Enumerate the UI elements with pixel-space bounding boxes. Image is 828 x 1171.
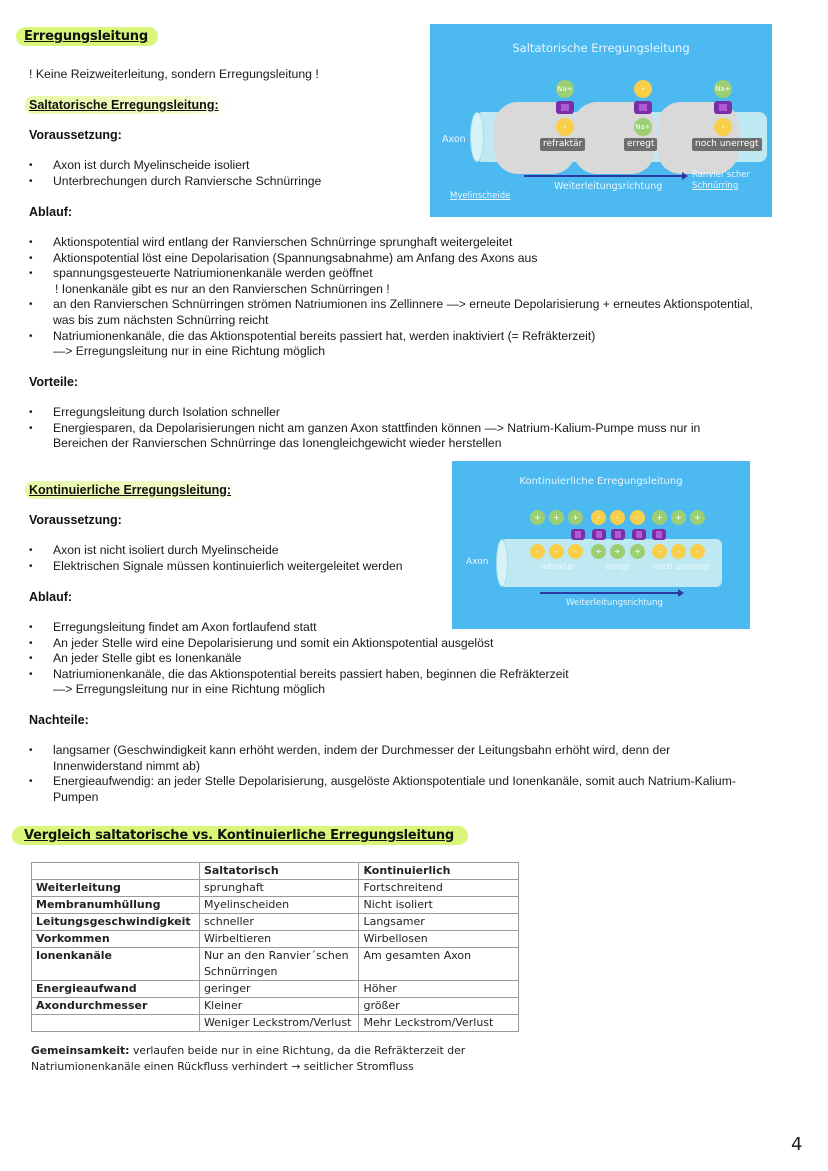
negative-ion: - (690, 544, 705, 559)
negative-ion: - (630, 510, 645, 525)
saltatorisch-ablauf-list (29, 235, 819, 360)
state-label-erregt: erregt (605, 562, 630, 571)
state-label-unerregt: noch unerregt (653, 562, 710, 571)
list-item: • Energieaufwendig: an jeder Stelle Depolarisierung, ausgelöste Aktionspotentiale und Ionenkanäle, somit auch Natrium-Kalium- (29, 774, 819, 790)
table-cell: Höher (359, 981, 519, 998)
list-item: • an den Ranvierschen Schnürringen strömen Natriumionen ins Zellinnere —> erneute Depolarisierung + erneutes Aktionspotential, (29, 297, 819, 313)
saltatorisch-heading: Saltatorische Erregungsleitung: (25, 96, 229, 114)
direction-label: Weiterleitungsrichtung (554, 181, 663, 192)
table-row (32, 914, 519, 931)
ion-channel-icon (632, 529, 646, 540)
negative-ion: - (556, 118, 574, 136)
negative-ion: - (652, 544, 667, 559)
list-item: • spannungsgesteuerte Natriumionenkanäle werden geöffnet (29, 266, 819, 282)
gemeinsamkeit-text-2: Natriumionenkanäle einen Rückfluss verhindert → seitlicher Stromfluss (31, 1060, 414, 1073)
table-cell: Fortschreitend (359, 880, 519, 897)
saltatorisch-vorteile-list (29, 405, 819, 452)
positive-ion: + (591, 544, 606, 559)
table-cell: Mehr Leckstrom/Verlust (359, 1015, 519, 1032)
table-cell: Wirbellosen (359, 931, 519, 948)
list-item: • Erregungsleitung findet am Axon fortlaufend statt (29, 620, 729, 636)
diagram-title: Kontinuierliche Erregungsleitung (519, 476, 683, 487)
intro-note: ! Keine Reizweiterleitung, sondern Erregungsleitung ! (29, 67, 319, 81)
table-cell: Myelinscheiden (199, 897, 359, 914)
table-cell: Kleiner (199, 998, 359, 1015)
saltatorisch-voraussetzung-list (29, 158, 409, 189)
negative-ion: - (610, 510, 625, 525)
gemeinsamkeit-note (31, 1043, 531, 1075)
state-label-refraktaer: refraktär (540, 562, 576, 571)
kontinuierlich-voraussetzung-heading: Voraussetzung: (29, 513, 122, 527)
axon-label: Axon (466, 557, 489, 567)
row-header: Leitungsgeschwindigkeit (32, 914, 200, 931)
positive-ion: + (671, 510, 686, 525)
list-item-continuation: Bereichen der Ranvierschen Schnürringe das Ionengleichgewicht wieder herstellen (53, 436, 502, 451)
arrow-head-icon (678, 589, 684, 597)
positive-ion: + (549, 510, 564, 525)
list-item: • Axon ist durch Myelinscheide isoliert (29, 158, 409, 174)
table-row (32, 981, 519, 998)
list-item-continuation: —> Erregungsleitung nur in eine Richtung möglich (53, 682, 326, 697)
vergleich-heading: Vergleich saltatorische vs. Kontinuierliche Erregungsleitung (12, 826, 468, 845)
table-header-cell (32, 863, 200, 880)
list-item-continuation: Innenwiderstand nimmt ab) (53, 758, 200, 773)
positive-ion: + (630, 544, 645, 559)
list-item: • An jeder Stelle wird eine Depolarisierung und somit ein Aktionspotential ausgelöst (29, 636, 729, 652)
list-item-continuation: was bis zum nächsten Schnürring reicht (53, 312, 269, 327)
ranvier-label: Ranvier'scher Schnürring (692, 170, 750, 191)
table-cell: Nicht isoliert (359, 897, 519, 914)
kontinuierlich-nachteile-list (29, 743, 819, 805)
table-cell: schneller (199, 914, 359, 931)
ion-channel-icon (592, 529, 606, 540)
table-row (32, 897, 519, 914)
table-row (32, 880, 519, 897)
negative-ion: - (568, 544, 583, 559)
row-header: Energieaufwand (32, 981, 200, 998)
table-cell: größer (359, 998, 519, 1015)
table-cell: Nur an den Ranvier´schen Schnürringen (199, 948, 359, 981)
table-header-cell: Kontinuierlich (359, 863, 519, 880)
list-item: • Erregungsleitung durch Isolation schneller (29, 405, 819, 421)
state-label-erregt: erregt (624, 138, 657, 151)
negative-ion: - (549, 544, 564, 559)
direction-arrow (524, 175, 684, 177)
state-label-unerregt: noch unerregt (692, 138, 762, 151)
state-label-refraktaer: refraktär (540, 138, 585, 151)
list-note: ! Ionenkanäle gibt es nur an den Ranvierschen Schnürringen ! (55, 281, 390, 296)
table-cell: Weniger Leckstrom/Verlust (199, 1015, 359, 1032)
table-header-row (32, 863, 519, 880)
list-item: • Axon ist nicht isoliert durch Myelinscheide (29, 543, 449, 559)
ion-channel-icon (556, 101, 574, 114)
table-row (32, 948, 519, 981)
positive-ion: + (568, 510, 583, 525)
list-item: • Unterbrechungen durch Ranviersche Schnürringe (29, 174, 409, 190)
axon-end (470, 112, 484, 162)
direction-label: Weiterleitungsrichtung (566, 598, 663, 608)
sodium-ion: Na+ (714, 80, 732, 98)
table-cell: Am gesamten Axon (359, 948, 519, 981)
list-item-continuation: Pumpen (53, 789, 99, 804)
kontinuierlich-ablauf-heading: Ablauf: (29, 590, 73, 604)
axon-end (496, 539, 508, 587)
row-header: Vorkommen (32, 931, 200, 948)
list-item: • Natriumionenkanäle, die das Aktionspotential bereits passiert haben, beginnen die Refräkterzeit (29, 667, 729, 683)
positive-ion: + (530, 510, 545, 525)
comparison-table (31, 862, 519, 1032)
row-header: Membranumhüllung (32, 897, 200, 914)
positive-ion: + (652, 510, 667, 525)
axon-label: Axon (442, 134, 466, 145)
kontinuierlich-nachteile-heading: Nachteile: (29, 713, 89, 727)
ion-channel-icon (714, 101, 732, 114)
list-item: • An jeder Stelle gibt es Ionenkanäle (29, 651, 729, 667)
negative-ion: - (671, 544, 686, 559)
saltatorisch-ablauf-heading: Ablauf: (29, 205, 73, 219)
row-header: Axondurchmesser (32, 998, 200, 1015)
myelin-label: Myelinscheide (450, 191, 511, 201)
ion-channel-icon (571, 529, 585, 540)
row-header: Ionenkanäle (32, 948, 200, 981)
table-row (32, 931, 519, 948)
saltatorisch-vorteile-heading: Vorteile: (29, 375, 79, 389)
kontinuierlich-voraussetzung-list (29, 543, 449, 574)
gemeinsamkeit-text: verlaufen beide nur in eine Richtung, da die Refräkterzeit der (129, 1044, 466, 1057)
table-row (32, 998, 519, 1015)
kontinuierlich-ablauf-list (29, 620, 729, 698)
list-item: • Energiesparen, da Depolarisierungen nicht am ganzen Axon stattfinden können —> Natrium-Kalium-Pumpe muss nur in (29, 421, 819, 437)
positive-ion: + (690, 510, 705, 525)
page-title: Erregungsleitung (16, 27, 158, 46)
diagram-title: Saltatorische Erregungsleitung (512, 41, 690, 55)
sodium-ion: Na+ (634, 118, 652, 136)
ion-channel-icon (611, 529, 625, 540)
table-row (32, 1015, 519, 1032)
negative-ion: - (530, 544, 545, 559)
direction-arrow (540, 592, 680, 594)
saltatorisch-diagram (430, 24, 772, 217)
table-cell: Wirbeltieren (199, 931, 359, 948)
kontinuierlich-diagram (452, 461, 750, 629)
gemeinsamkeit-label: Gemeinsamkeit: (31, 1044, 130, 1057)
list-item: • Natriumionenkanäle, die das Aktionspotential bereits passiert hat, werden inaktiviert (= Refräkterzeit) (29, 329, 819, 345)
kontinuierlich-heading: Kontinuierliche Erregungsleitung: (25, 481, 241, 499)
table-header-cell: Saltatorisch (199, 863, 359, 880)
sodium-ion: Na+ (556, 80, 574, 98)
list-item-continuation: —> Erregungsleitung nur in eine Richtung möglich (53, 344, 326, 359)
row-header: Weiterleitung (32, 880, 200, 897)
list-item: • langsamer (Geschwindigkeit kann erhöht werden, indem der Durchmesser der Leitungsbahn erhöht wird, denn der (29, 743, 819, 759)
negative-ion: - (714, 118, 732, 136)
list-item: • Elektrischen Signale müssen kontinuierlich weitergeleitet werden (29, 559, 449, 575)
positive-ion: + (610, 544, 625, 559)
negative-ion: - (591, 510, 606, 525)
row-header (32, 1015, 200, 1032)
arrow-head-icon (682, 172, 688, 180)
ion-channel-icon (652, 529, 666, 540)
page-number: 4 (791, 1134, 803, 1155)
table-cell: sprunghaft (199, 880, 359, 897)
saltatorisch-voraussetzung-heading: Voraussetzung: (29, 128, 122, 142)
list-item: • Aktionspotential löst eine Depolarisation (Spannungsabnahme) am Anfang des Axons aus (29, 251, 819, 267)
ion-channel-icon (634, 101, 652, 114)
list-item: • Aktionspotential wird entlang der Ranvierschen Schnürringe sprunghaft weitergeleitet (29, 235, 819, 251)
negative-ion: - (634, 80, 652, 98)
table-cell: Langsamer (359, 914, 519, 931)
table-cell: geringer (199, 981, 359, 998)
